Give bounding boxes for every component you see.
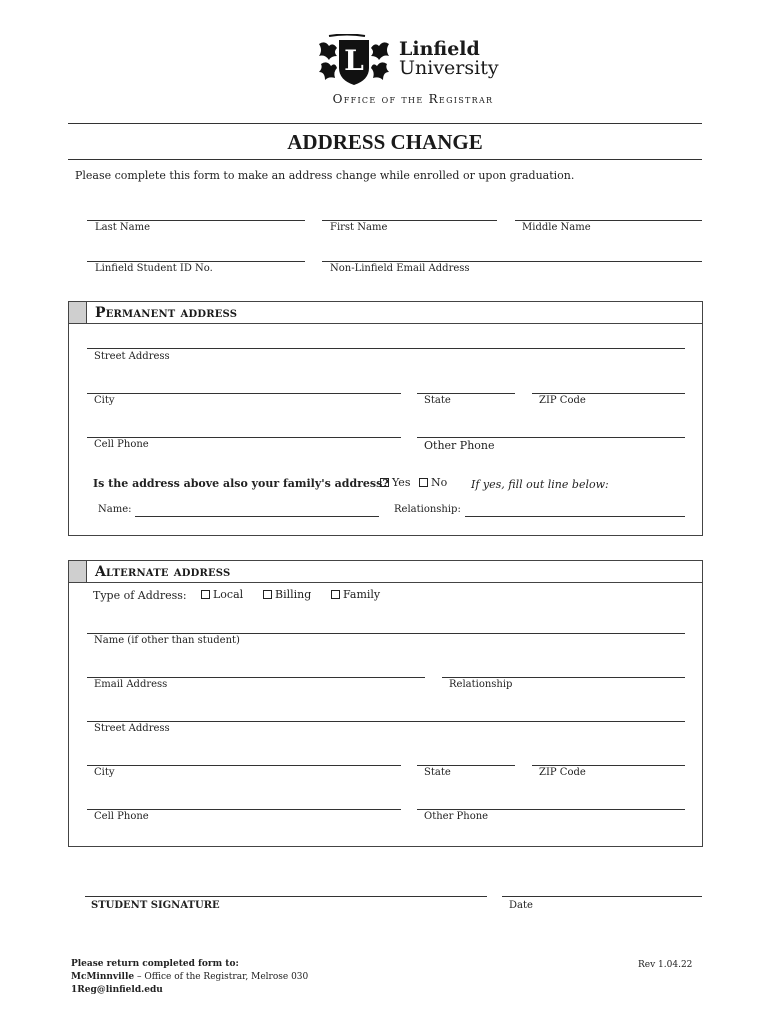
- family-name-label: Name:: [98, 504, 132, 515]
- signature-label: STUDENT SIGNATURE: [91, 900, 220, 911]
- local-label: Local: [213, 588, 244, 601]
- if-yes-instruction: If yes, fill out line below:: [471, 478, 609, 491]
- perm-other-phone-label: Other Phone: [424, 439, 495, 452]
- perm-street-label: Street Address: [94, 351, 170, 362]
- address-type-label: Type of Address:: [93, 589, 187, 602]
- perm-street-field[interactable]: [87, 348, 685, 349]
- permanent-address-title: Permanent address: [95, 305, 238, 321]
- alt-state-field[interactable]: [417, 765, 515, 766]
- alt-street-field[interactable]: [87, 721, 685, 722]
- header-rule-top: [68, 123, 702, 124]
- perm-cell-field[interactable]: [87, 437, 401, 438]
- alt-name-label: Name (if other than student): [94, 635, 240, 646]
- alt-street-label: Street Address: [94, 723, 170, 734]
- alternate-address-title: Alternate address: [95, 564, 231, 580]
- alt-relationship-field[interactable]: [442, 677, 685, 678]
- family-address-question: Is the address above also your family's address?: [93, 477, 389, 490]
- last-name-label: Last Name: [95, 222, 151, 233]
- alt-city-field[interactable]: [87, 765, 401, 766]
- no-checkbox[interactable]: [419, 478, 428, 487]
- permanent-address-section: [68, 301, 703, 536]
- type-family-option[interactable]: [331, 588, 380, 601]
- family-name-field[interactable]: [135, 516, 379, 517]
- logo-wordmark-line1: Linfield: [399, 38, 480, 60]
- middle-name-field[interactable]: [515, 220, 702, 221]
- alt-email-label: Email Address: [94, 679, 168, 690]
- office-location: – Office of the Registrar, Melrose 030: [134, 972, 309, 982]
- office-name: Office of the Registrar: [332, 92, 494, 106]
- revision-number: Rev 1.04.22: [638, 960, 693, 970]
- alt-zip-field[interactable]: [532, 765, 685, 766]
- perm-other-phone-field[interactable]: [417, 437, 685, 438]
- form-instructions: Please complete this form to make an address change while enrolled or upon graduation.: [75, 169, 575, 182]
- section-marker: [69, 302, 87, 323]
- alt-cell-label: Cell Phone: [94, 811, 149, 822]
- date-field[interactable]: [502, 896, 702, 897]
- alternate-address-section: [68, 560, 703, 847]
- alt-city-label: City: [94, 767, 115, 778]
- last-name-field[interactable]: [87, 220, 305, 221]
- perm-city-field[interactable]: [87, 393, 401, 394]
- family-relationship-label: Relationship:: [394, 504, 461, 515]
- family-yes-option[interactable]: [380, 476, 410, 489]
- family-no-option[interactable]: [419, 476, 447, 489]
- type-billing-option[interactable]: [263, 588, 311, 601]
- campus-name: McMinnville: [71, 972, 135, 982]
- yes-label: Yes: [392, 476, 411, 489]
- alt-relationship-label: Relationship: [449, 679, 513, 690]
- alt-email-field[interactable]: [87, 677, 425, 678]
- local-checkbox[interactable]: [201, 590, 210, 599]
- perm-state-field[interactable]: [417, 393, 515, 394]
- perm-city-label: City: [94, 395, 115, 406]
- svg-text:L: L: [344, 44, 364, 77]
- billing-checkbox[interactable]: [263, 590, 272, 599]
- first-name-field[interactable]: [322, 220, 497, 221]
- alt-other-phone-label: Other Phone: [424, 811, 489, 822]
- student-id-field[interactable]: [87, 261, 305, 262]
- middle-name-label: Middle Name: [522, 222, 591, 233]
- alt-zip-label: ZIP Code: [539, 767, 586, 778]
- alt-cell-field[interactable]: [87, 809, 401, 810]
- student-id-label: Linfield Student ID No.: [95, 263, 213, 274]
- permanent-address-header: [69, 302, 702, 324]
- return-heading: Please return completed form to:: [71, 959, 239, 969]
- perm-zip-field[interactable]: [532, 393, 685, 394]
- return-email-link[interactable]: 1Reg@linfield.edu: [71, 985, 163, 995]
- signature-field[interactable]: [85, 896, 487, 897]
- billing-label: Billing: [275, 588, 312, 601]
- alt-state-label: State: [424, 767, 451, 778]
- perm-state-label: State: [424, 395, 451, 406]
- alt-other-phone-field[interactable]: [417, 809, 685, 810]
- alternate-address-header: [69, 561, 702, 583]
- date-label: Date: [509, 900, 533, 911]
- email-label: Non-Linfield Email Address: [330, 263, 470, 274]
- family-label: Family: [343, 588, 381, 601]
- university-logo: [315, 34, 505, 86]
- family-checkbox[interactable]: [331, 590, 340, 599]
- return-address: [71, 972, 308, 982]
- logo-wordmark-line2: University: [399, 57, 499, 79]
- page-title: ADDRESS CHANGE: [287, 130, 483, 154]
- yes-checkbox[interactable]: [380, 478, 389, 487]
- perm-cell-label: Cell Phone: [94, 439, 149, 450]
- no-label: No: [431, 476, 448, 489]
- type-local-option[interactable]: [201, 588, 243, 601]
- oak-leaf-emblem-icon: [315, 34, 393, 86]
- perm-zip-label: ZIP Code: [539, 395, 586, 406]
- section-marker: [69, 561, 87, 582]
- email-field[interactable]: [322, 261, 702, 262]
- family-relationship-field[interactable]: [465, 516, 685, 517]
- header-rule-bottom: [68, 159, 702, 160]
- first-name-label: First Name: [330, 222, 388, 233]
- alt-name-field[interactable]: [87, 633, 685, 634]
